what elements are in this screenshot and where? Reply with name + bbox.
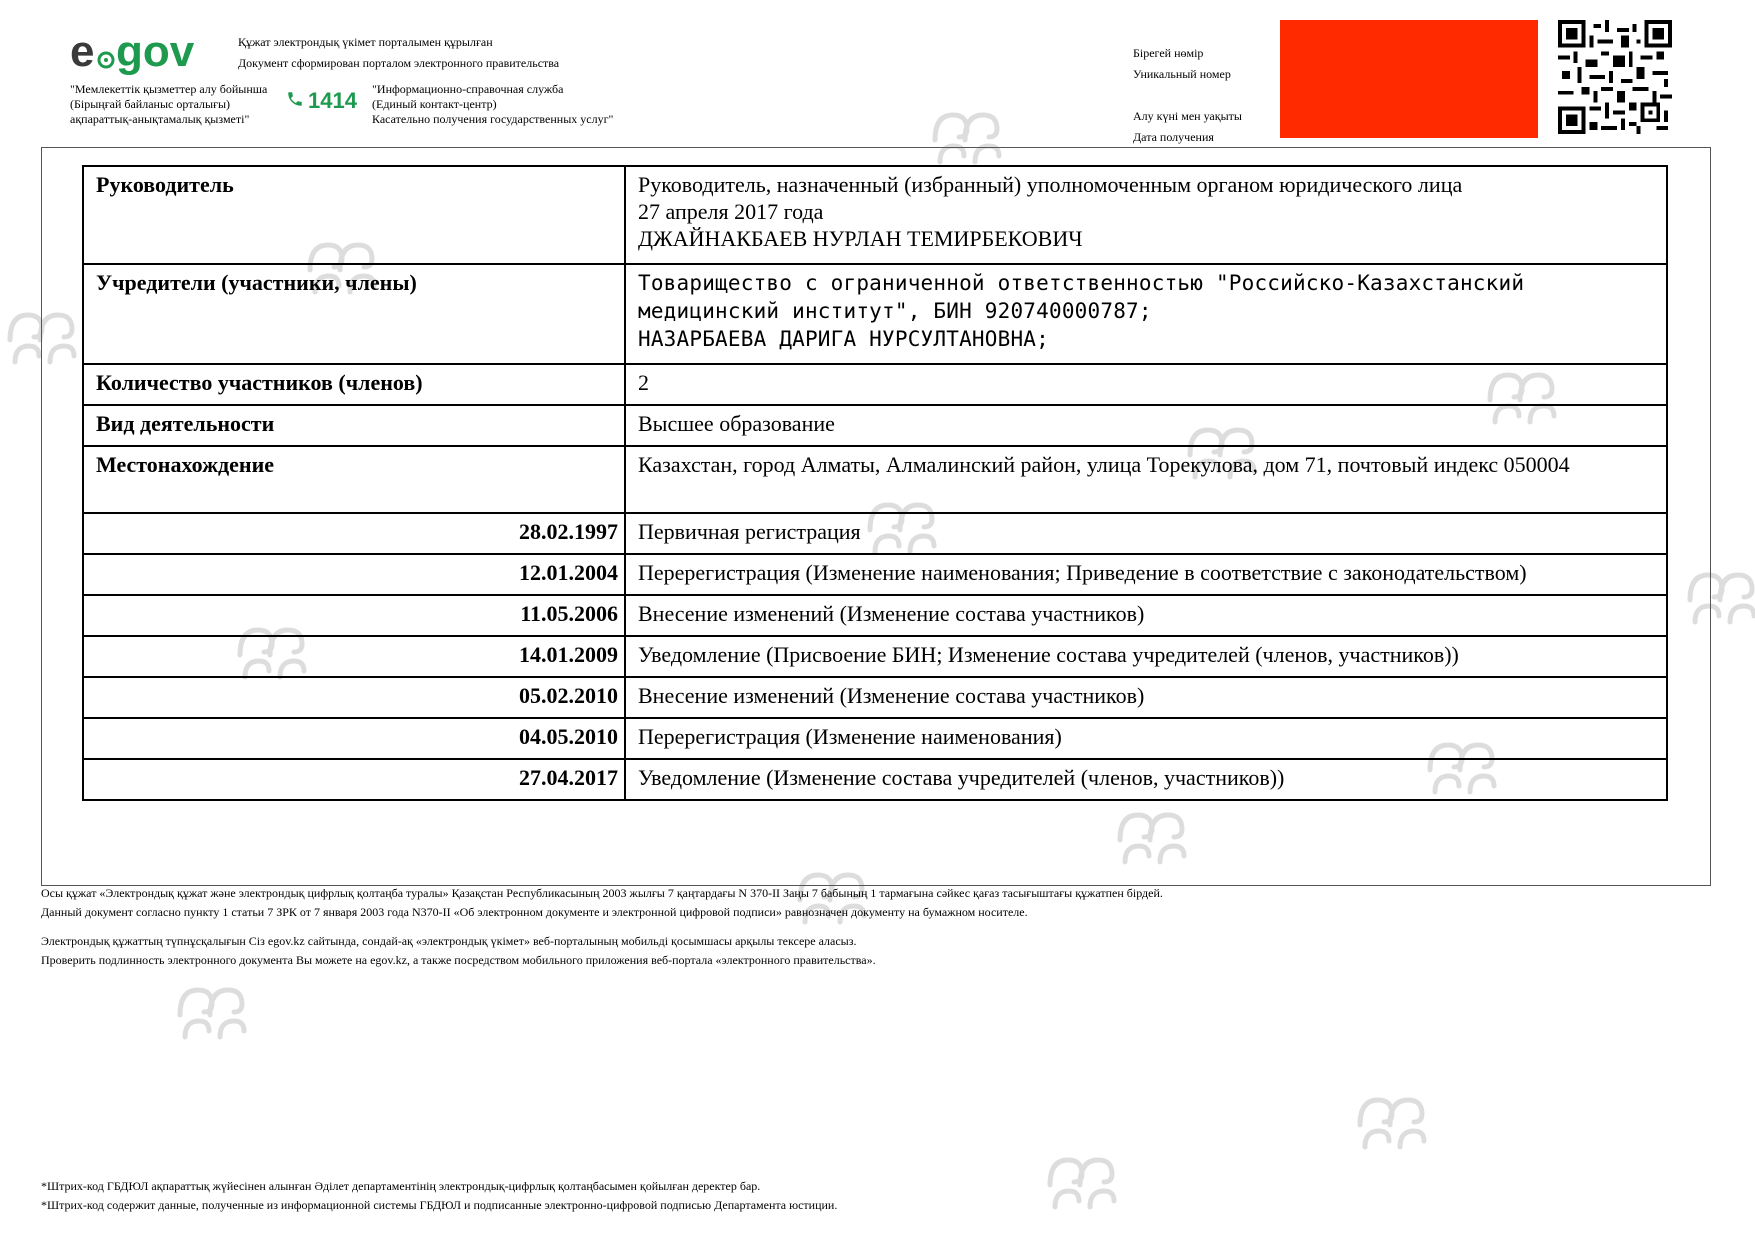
row-key: Количество участников (членов) [83,364,625,405]
event-text: Уведомление (Присвоение БИН; Изменение состава учредителей (членов, участников)) [625,636,1667,677]
row-value: Казахстан, город Алматы, Алмалинский район, улица Торекулова, дом 71, почтовый индекс 050004 [625,446,1667,513]
phone-icon [286,88,304,114]
svg-text:e: e [70,27,95,76]
unique-id-labels: Бірегей нөмір Уникальный номер Алу күні мен уақыты Дата получения [1133,46,1242,144]
event-row [83,513,1667,554]
watermark-ornament-icon [170,975,270,1047]
contact-phone [286,88,357,114]
portal-note-kz: Құжат электрондық үкімет порталымен құрылған [238,35,493,49]
barcode-note: *Штрих-код ГБДЮЛ ақпараттық жүйесінен алынған Әділет департаментінің электрондық-цифрлық қолтаңбасымен қойылған деректер бар. *Штрих-код содержит данные, полученные из информационной системы ГБДЮЛ и подписанные электронно-цифровой подписью Департамента юстиции. [41,1179,838,1212]
event-text: Внесение изменений (Изменение состава участников) [625,595,1667,636]
event-text: Перерегистрация (Изменение наименования) [625,718,1667,759]
event-text: Внесение изменений (Изменение состава участников) [625,677,1667,718]
table-row [83,166,1667,264]
event-date: 14.01.2009 [83,636,625,677]
event-date: 11.05.2006 [83,595,625,636]
event-date: 28.02.1997 [83,513,625,554]
event-date: 27.04.2017 [83,759,625,800]
legal-note: Осы құжат «Электрондық құжат және электрондық цифрлық қолтаңба туралы» Қазақстан Республикасының 2003 жылғы 7 қаңтардағы N 370-II Заңы 7 бабының 1 тармағына сәйкес қағаз тасығыштағы құжатпен бірдей. Данный документ согласно пункту 1 статьи 7 ЗРК от 7 января 2003 года N370-II «Об электронном документе и электронной цифровой подписи» равнозначен документу на бумажном носителе. [41,886,1163,919]
table-row [83,405,1667,446]
event-text: Первичная регистрация [625,513,1667,554]
event-date: 05.02.2010 [83,677,625,718]
event-row [83,759,1667,800]
service-note-kz: "Мемлекеттік қызметтер алу бойынша (Бірыңғай байланыс орталығы) ақпараттық-анықтамалық қызметі" [70,82,268,126]
event-row [83,718,1667,759]
row-value: 2 [625,364,1667,405]
service-note-ru: "Информационно-справочная служба (Единый контакт-центр) Касательно получения государственных услуг" [372,82,614,126]
redacted-block [1280,20,1538,138]
verify-note: Электрондық құжаттың түпнұсқалығын Сіз egov.kz сайтында, сондай-ақ «электрондық үкімет» веб-порталының мобильді қосымшасы арқылы тексере аласыз. Проверить подлинность электронного документа Вы можете на egov.kz, а также посредством мобильного приложения веб-портала «электронного правительства». [41,934,876,967]
table-row [83,364,1667,405]
egov-logo [68,22,208,80]
event-text: Уведомление (Изменение состава учредителей (членов, участников)) [625,759,1667,800]
event-row [83,595,1667,636]
qr-code-icon [1558,20,1672,134]
event-row [83,554,1667,595]
event-row [83,677,1667,718]
table-row [83,264,1667,364]
watermark-ornament-icon [1350,1085,1450,1157]
table-row [83,446,1667,513]
event-date: 04.05.2010 [83,718,625,759]
row-key: Местонахождение [83,446,625,513]
registration-table [82,165,1668,801]
row-value: Руководитель, назначенный (избранный) уполномоченным органом юридического лица 27 апреля 2017 года ДЖАЙНАКБАЕВ НУРЛАН ТЕМИРБЕКОВИЧ [625,166,1667,264]
watermark-ornament-icon [1040,1145,1140,1217]
event-row [83,636,1667,677]
row-key: Учредители (участники, члены) [83,264,625,364]
row-key: Вид деятельности [83,405,625,446]
row-value: Высшее образование [625,405,1667,446]
event-text: Перерегистрация (Изменение наименования; Приведение в соответствие с законодательством) [625,554,1667,595]
svg-text:gov: gov [116,27,195,76]
row-key: Руководитель [83,166,625,264]
portal-note-ru: Документ сформирован порталом электронного правительства [238,56,560,70]
event-date: 12.01.2004 [83,554,625,595]
phone-number: 1414 [308,88,357,113]
row-value: Товарищество с ограниченной ответственностью "Российско-Казахстанский медицинский институт", БИН 920740000787; НАЗАРБАЕВА ДАРИГА НУРСУЛТАНОВНА; [625,264,1667,364]
